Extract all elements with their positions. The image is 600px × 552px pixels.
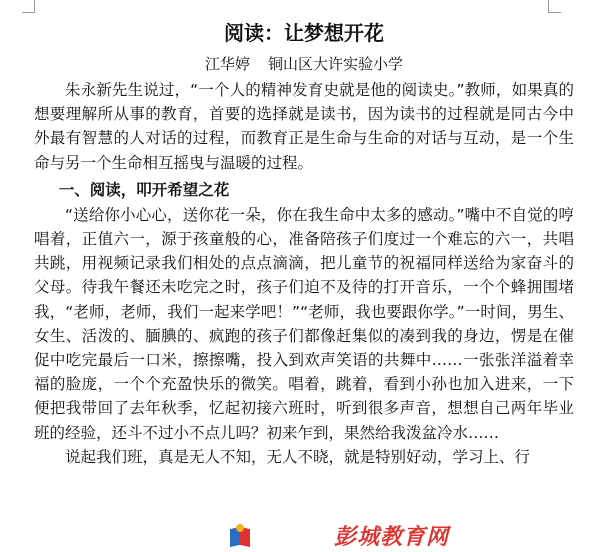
author-name: 江华婷	[204, 55, 250, 73]
document-page	[34, 10, 574, 469]
document-byline	[34, 50, 574, 78]
document-title: 阅读：让梦想开花	[224, 21, 384, 45]
body-paragraph: 说起我们班，真是无人不知，无人不晓，就是特别好动，学习上、行	[65, 447, 531, 466]
watermark	[228, 518, 600, 552]
watermark-text: 彭城教育网	[334, 524, 450, 550]
section-heading: 一、阅读，叩开希望之花	[58, 180, 230, 199]
intro-paragraph: 朱永新先生说过，“一个人的精神发育史就是他的阅读史。”教师，如果真的想要理解所从事的教育，首要的选择就是读书，因为读书的过程就是同古今中外最有智慧的人对话的过程，而教育正是生命与生命的对话与互动，是一个生命与另一个生命相互摇曳与温暖的过程。	[34, 81, 574, 172]
author-school: 铜山区大许实验小学	[268, 55, 404, 73]
body-paragraph: “送给你小心心，送你花一朵，你在我生命中太多的感动。”嘴中不自觉的哼唱着，正值六一，源于孩童般的心，准备陪孩子们度过一个难忘的六一，共唱共跳，用视频记录我们相处的点点滴滴，把儿童节的祝福同样送给为家奋斗的父母。待我午餐还未吃完之时，孩子们迫不及待的打开音乐，一个个蜂拥围堵我，“老师，老师，我们一起来学吧！”“老师，我也要跟你学。”一时间，男生、女生、活泼的、腼腆的、疯跑的孩子们都像赶集似的凑到我的身边，愣是在催促中吃完最后一口米，擦擦嘴，投入到欢声笑语的共舞中……一张张洋溢着幸福的脸庞，一个个充盈快乐的微笑。唱着，跳着，看到小孙也加入进来，一下便把我带回了去年秋季，忆起初接六班时，听到很多声音，想想自己两年毕业班的经验，还斗不过小不点儿吗？初来乍到，果然给我泼盆冷水……	[34, 205, 574, 442]
book-logo-icon	[228, 522, 254, 548]
